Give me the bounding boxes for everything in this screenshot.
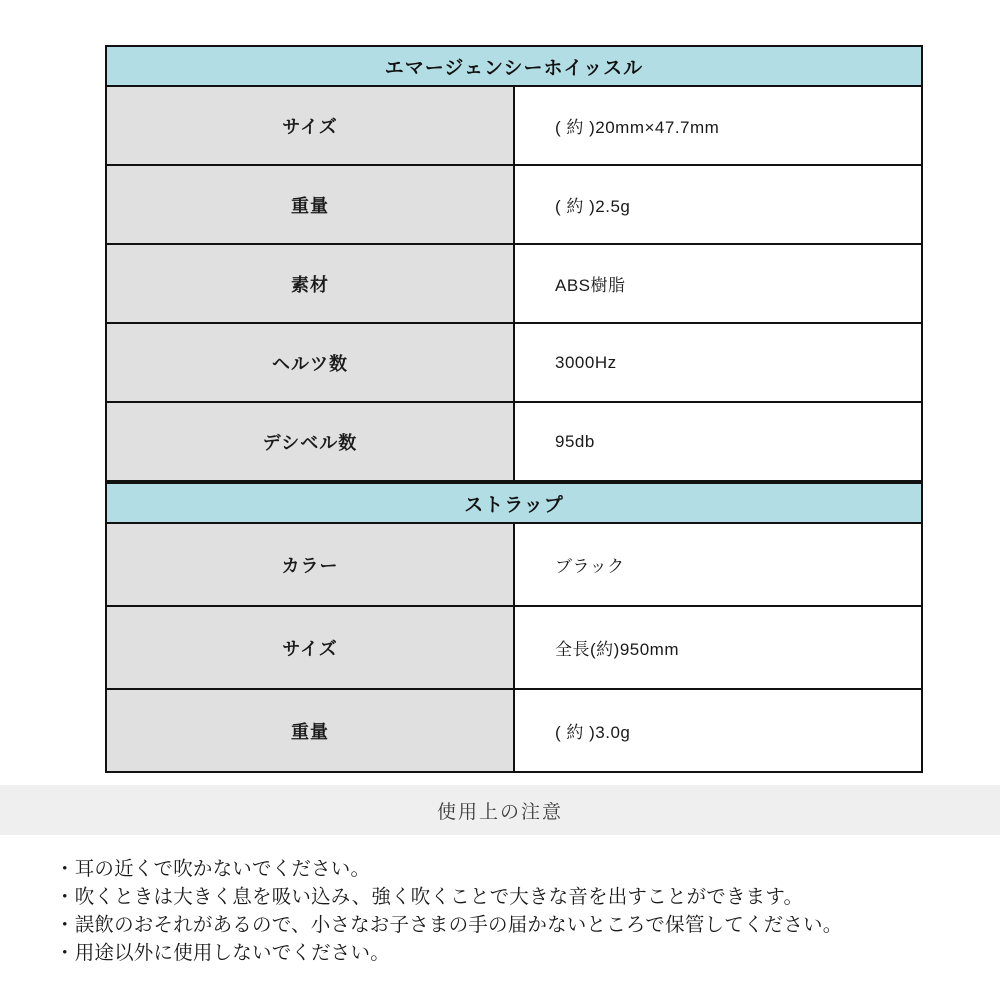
row-value: 全長(約)950mm <box>514 606 922 689</box>
row-value: ( 約 )2.5g <box>514 165 922 244</box>
table-row <box>106 402 922 481</box>
strap-spec-table <box>105 482 923 773</box>
table-row <box>106 165 922 244</box>
row-label: サイズ <box>106 86 514 165</box>
table-row <box>106 606 922 689</box>
table-row <box>106 244 922 323</box>
table-row <box>106 86 922 165</box>
whistle-spec-table <box>105 45 923 482</box>
table-row <box>106 323 922 402</box>
table-caption-row <box>106 483 922 523</box>
table-row <box>106 523 922 606</box>
list-item: ・誤飲のおそれがあるので、小さなお子さまの手の届かないところで保管してください。 <box>55 914 843 936</box>
row-label: 素材 <box>106 244 514 323</box>
row-value: ブラック <box>514 523 922 606</box>
notes-section-title: 使用上の注意 <box>0 785 1000 835</box>
row-label: カラー <box>106 523 514 606</box>
row-value: ( 約 )3.0g <box>514 689 922 772</box>
row-label: 重量 <box>106 165 514 244</box>
list-item: ・用途以外に使用しないでください。 <box>55 942 390 964</box>
row-label: 重量 <box>106 689 514 772</box>
strap-table-caption: ストラップ <box>106 483 922 523</box>
row-label: ヘルツ数 <box>106 323 514 402</box>
table-caption-row <box>106 46 922 86</box>
row-value: ABS樹脂 <box>514 244 922 323</box>
row-label: デシベル数 <box>106 402 514 481</box>
row-value: 95db <box>514 402 922 481</box>
row-value: 3000Hz <box>514 323 922 402</box>
notes-list <box>55 855 985 967</box>
whistle-table-caption: エマージェンシーホイッスル <box>106 46 922 86</box>
list-item: ・耳の近くで吹かないでください。 <box>55 858 371 880</box>
row-label: サイズ <box>106 606 514 689</box>
table-row <box>106 689 922 772</box>
row-value: ( 約 )20mm×47.7mm <box>514 86 922 165</box>
list-item: ・吹くときは大きく息を吸い込み、強く吹くことで大きな音を出すことができます。 <box>55 886 804 908</box>
